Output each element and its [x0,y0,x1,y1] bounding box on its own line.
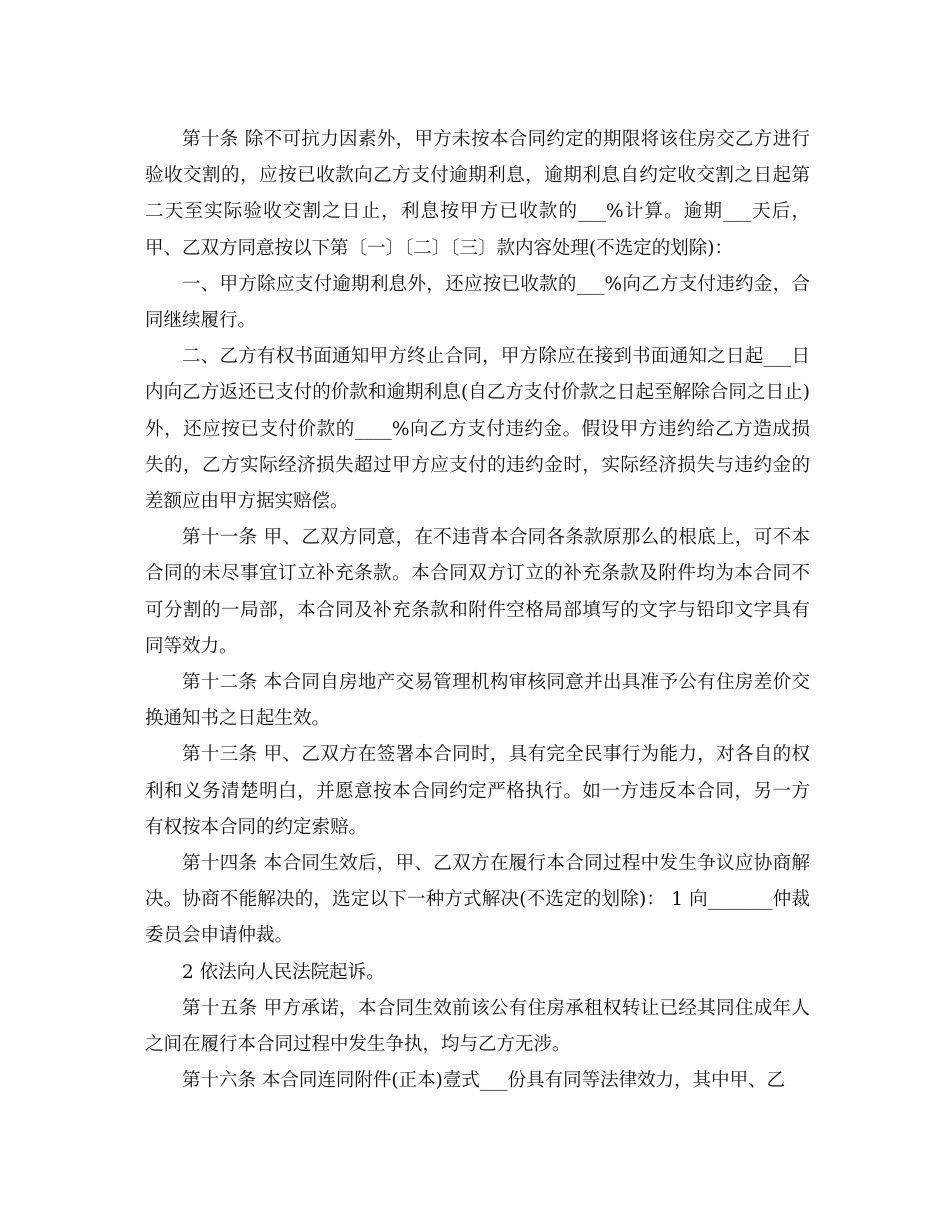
paragraph-article-12: 第十二条 本合同自房地产交易管理机构审核同意并出具准予公有住房差价交换通知书之日起生效。 [145,672,810,730]
paragraph-article-10-option-2: 二、乙方有权书面通知甲方终止合同，甲方除应在接到书面通知之日起___日内向乙方返还已支付的价款和逾期利息(自乙方支付价款之日起至解除合同之日止)外，还应按已支付价款的____%向乙方支付违约金。假设甲方违约给乙方造成损失的，乙方实际经济损失超过甲方应支付的违约金时，实际经济损失与违约金的差额应由甲方据实赔偿。 [145,346,810,513]
paragraph-article-11: 第十一条 甲、乙双方同意，在不违背本合同各条款原那么的根底上，可不本合同的未尽事宜订立补充条款。本合同双方订立的补充条款及附件均为本合同不可分割的一局部，本合同及补充条款和附件空格局部填写的文字与铅印文字具有同等效力。 [145,527,810,657]
paragraph-article-10: 第十条 除不可抗力因素外，甲方未按本合同约定的期限将该住房交乙方进行验收交割的，应按已收款向乙方支付逾期利息，逾期利息自约定收交割之日起第二天至实际验收交割之日止，利息按甲方已收款的___%计算。逾期___天后，甲、乙双方同意按以下第〔一〕〔二〕〔三〕款内容处理(不选定的划除)： [145,129,810,259]
paragraph-article-16: 第十六条 本合同连同附件(正本)壹式___份具有同等法律效力，其中甲、乙 [182,1070,786,1092]
paragraph-article-13: 第十三条 甲、乙双方在签署本合同时，具有完全民事行为能力，对各自的权利和义务清楚明白，并愿意按本合同约定严格执行。如一方违反本合同，另一方有权按本合同的约定索赔。 [145,744,810,838]
paragraph-article-10-option-1: 一、甲方除应支付逾期利息外，还应按已收款的___%向乙方支付违约金，合同继续履行。 [145,273,810,332]
paragraph-article-14-option-2: 2 依法向人民法院起诉。 [182,961,385,983]
contract-body [145,122,810,1099]
paragraph-article-14: 第十四条 本合同生效后，甲、乙双方在履行本合同过程中发生争议应协商解决。协商不能解决的，选定以下一种方式解决(不选定的划除)： 1 向_______仲裁委员会申请仲裁。 [145,853,810,947]
paragraph-article-15: 第十五条 甲方承诺，本合同生效前该公有住房承租权转让已经其同住成年人之间在履行本合同过程中发生争执，均与乙方无涉。 [145,997,810,1056]
